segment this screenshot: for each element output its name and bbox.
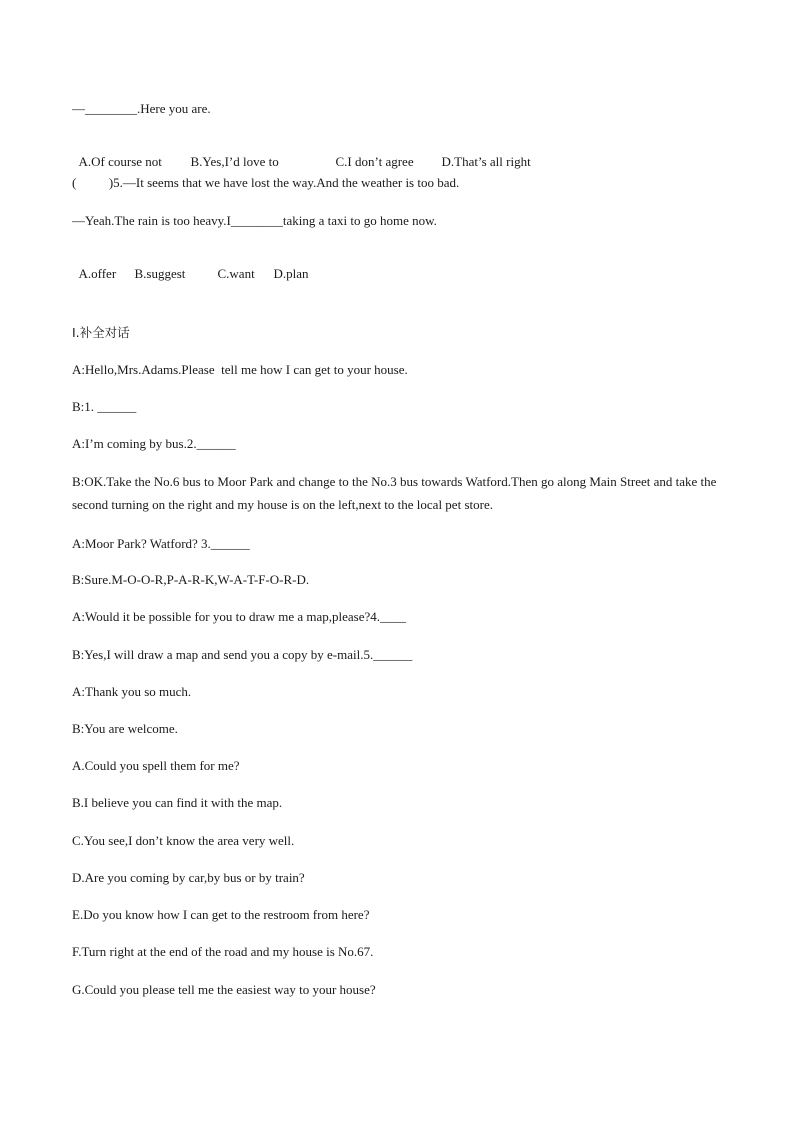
choice-item: E.Do you know how I can get to the restroom from here?: [72, 907, 370, 922]
choice-item: G.Could you please tell me the easiest way to your house?: [72, 982, 376, 997]
dialogue-line: A:Would it be possible for you to draw me a map,please?4.____: [72, 609, 406, 624]
section-title: Ⅰ.补全对话: [72, 325, 130, 340]
q4-option-c: C.I don’t agree: [335, 154, 414, 169]
dialogue-line: A:I’m coming by bus.2.______: [72, 436, 236, 451]
dialogue-line: A:Moor Park? Watford? 3.______: [72, 536, 250, 551]
q5-option-d: D.plan: [273, 266, 309, 281]
choice-item: F.Turn right at the end of the road and my house is No.67.: [72, 944, 374, 959]
choice-item: D.Are you coming by car,by bus or by train?: [72, 870, 305, 885]
q5-response: —Yeah.The rain is too heavy.I________taking a taxi to go home now.: [72, 213, 437, 228]
q5-stem: ( )5.—It seems that we have lost the way.And the weather is too bad.: [72, 175, 460, 190]
dialogue-line: B:1. ______: [72, 399, 137, 414]
choice-item: B.I believe you can find it with the map.: [72, 795, 283, 810]
q4-response: —________.Here you are.: [72, 101, 211, 116]
q5-option-a: A.offer: [78, 266, 117, 281]
q5-option-b: B.suggest: [134, 266, 186, 281]
q4-option-b: B.Yes,I’d love to: [190, 154, 279, 169]
q5-options: [72, 250, 309, 282]
q5-option-c: C.want: [217, 266, 255, 281]
choice-item: A.Could you spell them for me?: [72, 758, 240, 773]
dialogue-line: A:Thank you so much.: [72, 684, 192, 699]
dialogue-line: B:OK.Take the No.6 bus to Moor Park and change to the No.3 bus towards Watford.Then go along Main Street and take the second turning on the right and my house is on the left,next to the local pet store.: [72, 474, 717, 512]
dialogue-line: A:Hello,Mrs.Adams.Please tell me how I can get to your house.: [72, 362, 408, 377]
dialogue-line: B:You are welcome.: [72, 721, 178, 736]
q4-option-d: D.That’s all right: [441, 154, 531, 169]
q4-option-a: A.Of course not: [78, 154, 162, 169]
dialogue-line: B:Sure.M-O-O-R,P-A-R-K,W-A-T-F-O-R-D.: [72, 572, 310, 587]
dialogue-line: B:Yes,I will draw a map and send you a copy by e-mail.5.______: [72, 647, 413, 662]
choice-item: C.You see,I don’t know the area very well.: [72, 833, 295, 848]
q4-options: [72, 138, 531, 170]
